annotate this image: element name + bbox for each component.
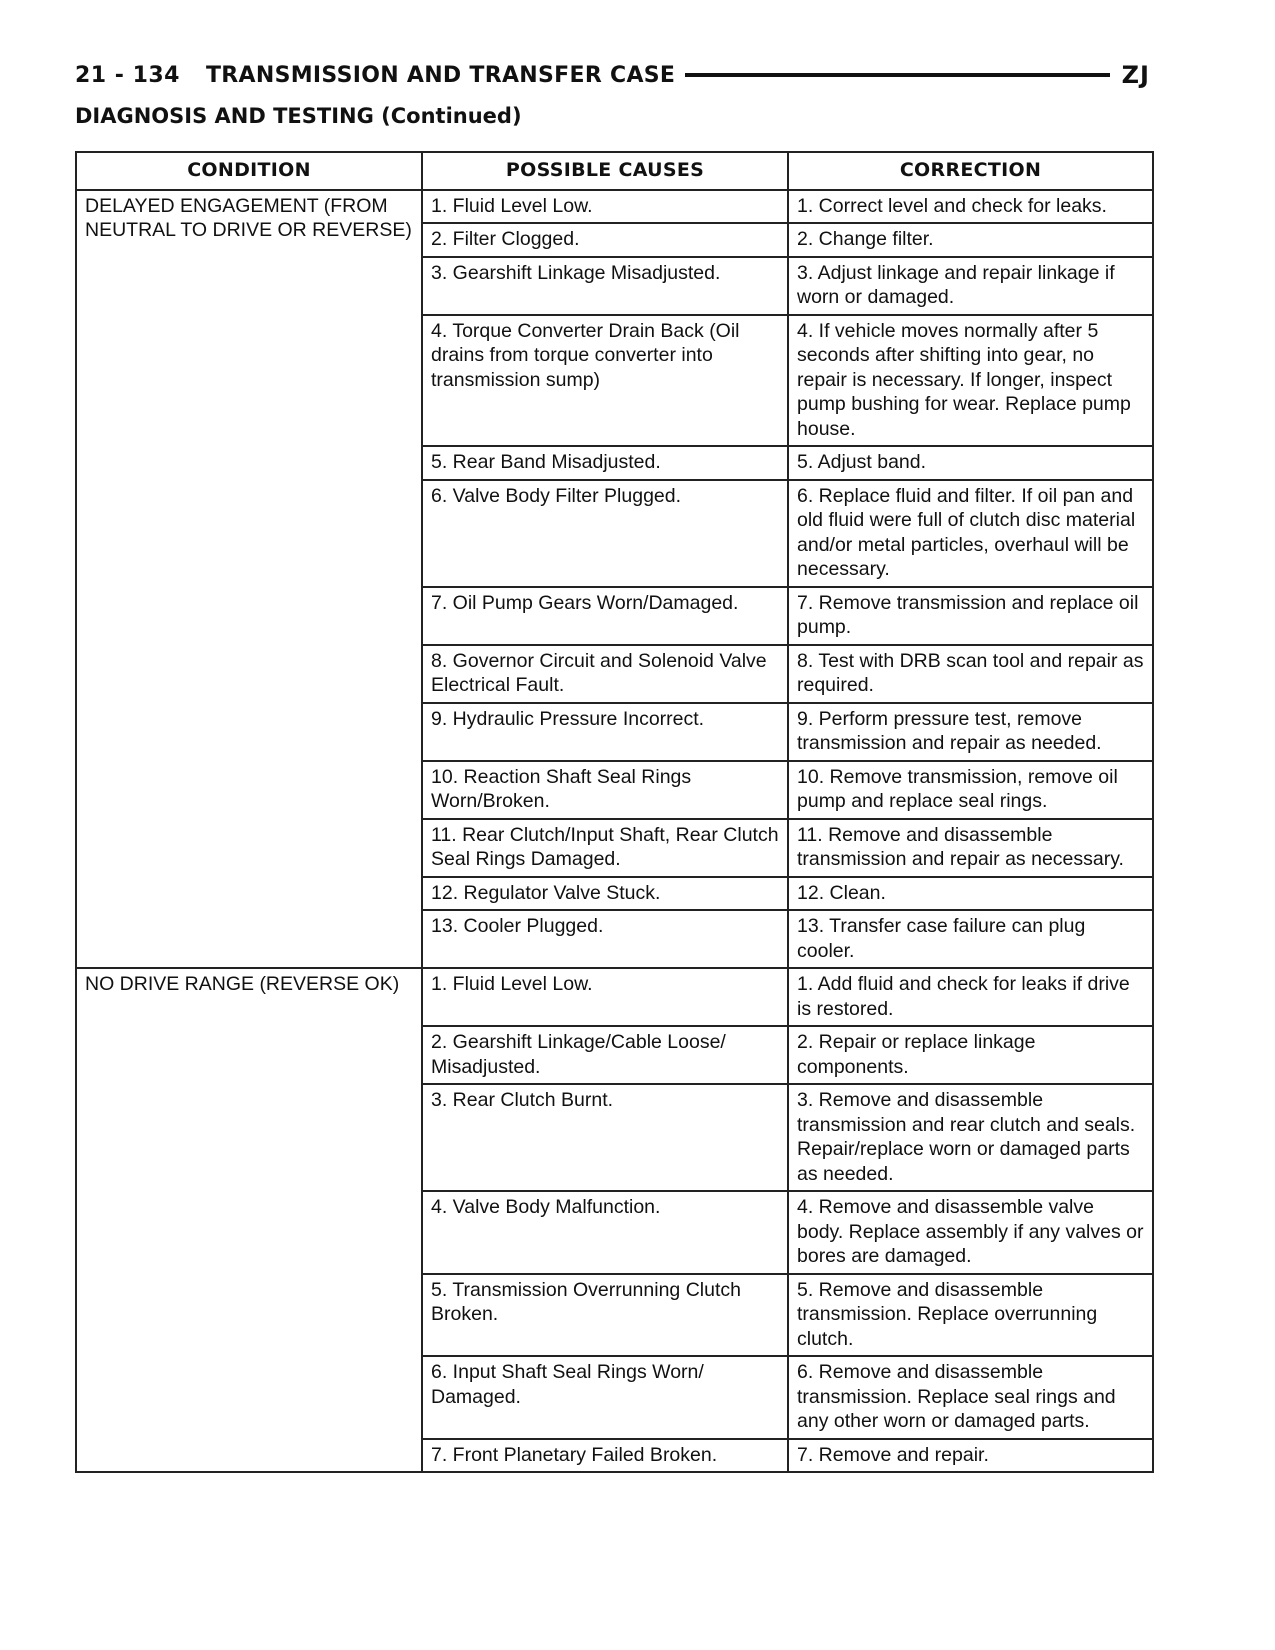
possible-cause-cell: 13. Cooler Plugged. [422, 910, 788, 968]
possible-cause-cell: 3. Rear Clutch Burnt. [422, 1084, 788, 1191]
header-title: TRANSMISSION AND TRANSFER CASE [206, 62, 676, 88]
correction-cell: 8. Test with DRB scan tool and repair as required. [788, 645, 1153, 703]
header-rule [685, 73, 1109, 77]
possible-cause-cell: 10. Reaction Shaft Seal Rings Worn/Broken. [422, 761, 788, 819]
correction-cell: 4. Remove and disassemble valve body. Replace assembly if any valves or bores are damaged. [788, 1191, 1153, 1274]
possible-cause-cell: 1. Fluid Level Low. [422, 968, 788, 1026]
possible-cause-cell: 9. Hydraulic Pressure Incorrect. [422, 703, 788, 761]
possible-cause-cell: 3. Gearshift Linkage Misadjusted. [422, 257, 788, 315]
correction-cell: 6. Remove and disassemble transmission. Replace seal rings and any other worn or damaged parts. [788, 1356, 1153, 1439]
correction-cell: 5. Remove and disassemble transmission. Replace overrunning clutch. [788, 1274, 1153, 1357]
correction-cell: 5. Adjust band. [788, 446, 1153, 480]
correction-cell: 11. Remove and disassemble transmission and repair as necessary. [788, 819, 1153, 877]
correction-cell: 3. Adjust linkage and repair linkage if worn or damaged. [788, 257, 1153, 315]
possible-cause-cell: 4. Torque Converter Drain Back (Oil drains from torque converter into transmission sump) [422, 315, 788, 447]
correction-cell: 6. Replace fluid and filter. If oil pan and old fluid were full of clutch disc material and/or metal particles, overhaul will be necessary. [788, 480, 1153, 587]
page-header [75, 58, 1150, 92]
possible-cause-cell: 1. Fluid Level Low. [422, 190, 788, 224]
possible-cause-cell: 12. Regulator Valve Stuck. [422, 877, 788, 911]
column-header-possible-causes: POSSIBLE CAUSES [422, 152, 788, 190]
correction-cell: 12. Clean. [788, 877, 1153, 911]
correction-cell: 1. Correct level and check for leaks. [788, 190, 1153, 224]
possible-cause-cell: 11. Rear Clutch/Input Shaft, Rear Clutch Seal Rings Damaged. [422, 819, 788, 877]
correction-cell: 4. If vehicle moves normally after 5 seconds after shifting into gear, no repair is necessary. If longer, inspect pump bushing for wear. Replace pump house. [788, 315, 1153, 447]
column-header-condition: CONDITION [76, 152, 422, 190]
correction-cell: 1. Add fluid and check for leaks if drive is restored. [788, 968, 1153, 1026]
possible-cause-cell: 2. Filter Clogged. [422, 223, 788, 257]
correction-cell: 7. Remove transmission and replace oil pump. [788, 587, 1153, 645]
table-row [76, 190, 1153, 224]
possible-cause-cell: 5. Transmission Overrunning Clutch Broken. [422, 1274, 788, 1357]
correction-cell: 7. Remove and repair. [788, 1439, 1153, 1473]
correction-cell: 9. Perform pressure test, remove transmission and repair as needed. [788, 703, 1153, 761]
possible-cause-cell: 5. Rear Band Misadjusted. [422, 446, 788, 480]
possible-cause-cell: 7. Front Planetary Failed Broken. [422, 1439, 788, 1473]
possible-cause-cell: 6. Valve Body Filter Plugged. [422, 480, 788, 587]
table-row [76, 968, 1153, 1026]
page-number: 21 - 134 [75, 62, 180, 88]
diagnosis-table [75, 151, 1154, 1473]
possible-cause-cell: 2. Gearshift Linkage/Cable Loose/ Misadjusted. [422, 1026, 788, 1084]
condition-cell: DELAYED ENGAGEMENT (FROM NEUTRAL TO DRIVE OR REVERSE) [76, 190, 422, 969]
column-header-correction: CORRECTION [788, 152, 1153, 190]
correction-cell: 3. Remove and disassemble transmission and rear clutch and seals. Repair/replace worn or damaged parts as needed. [788, 1084, 1153, 1191]
correction-cell: 2. Change filter. [788, 223, 1153, 257]
correction-cell: 2. Repair or replace linkage components. [788, 1026, 1153, 1084]
model-code: ZJ [1121, 61, 1150, 89]
possible-cause-cell: 6. Input Shaft Seal Rings Worn/ Damaged. [422, 1356, 788, 1439]
table-body [76, 190, 1153, 1473]
section-title: DIAGNOSIS AND TESTING (Continued) [75, 104, 522, 128]
table-header-row [76, 152, 1153, 190]
possible-cause-cell: 7. Oil Pump Gears Worn/Damaged. [422, 587, 788, 645]
correction-cell: 10. Remove transmission, remove oil pump and replace seal rings. [788, 761, 1153, 819]
condition-cell: NO DRIVE RANGE (REVERSE OK) [76, 968, 422, 1472]
correction-cell: 13. Transfer case failure can plug cooler. [788, 910, 1153, 968]
possible-cause-cell: 4. Valve Body Malfunction. [422, 1191, 788, 1274]
possible-cause-cell: 8. Governor Circuit and Solenoid Valve Electrical Fault. [422, 645, 788, 703]
